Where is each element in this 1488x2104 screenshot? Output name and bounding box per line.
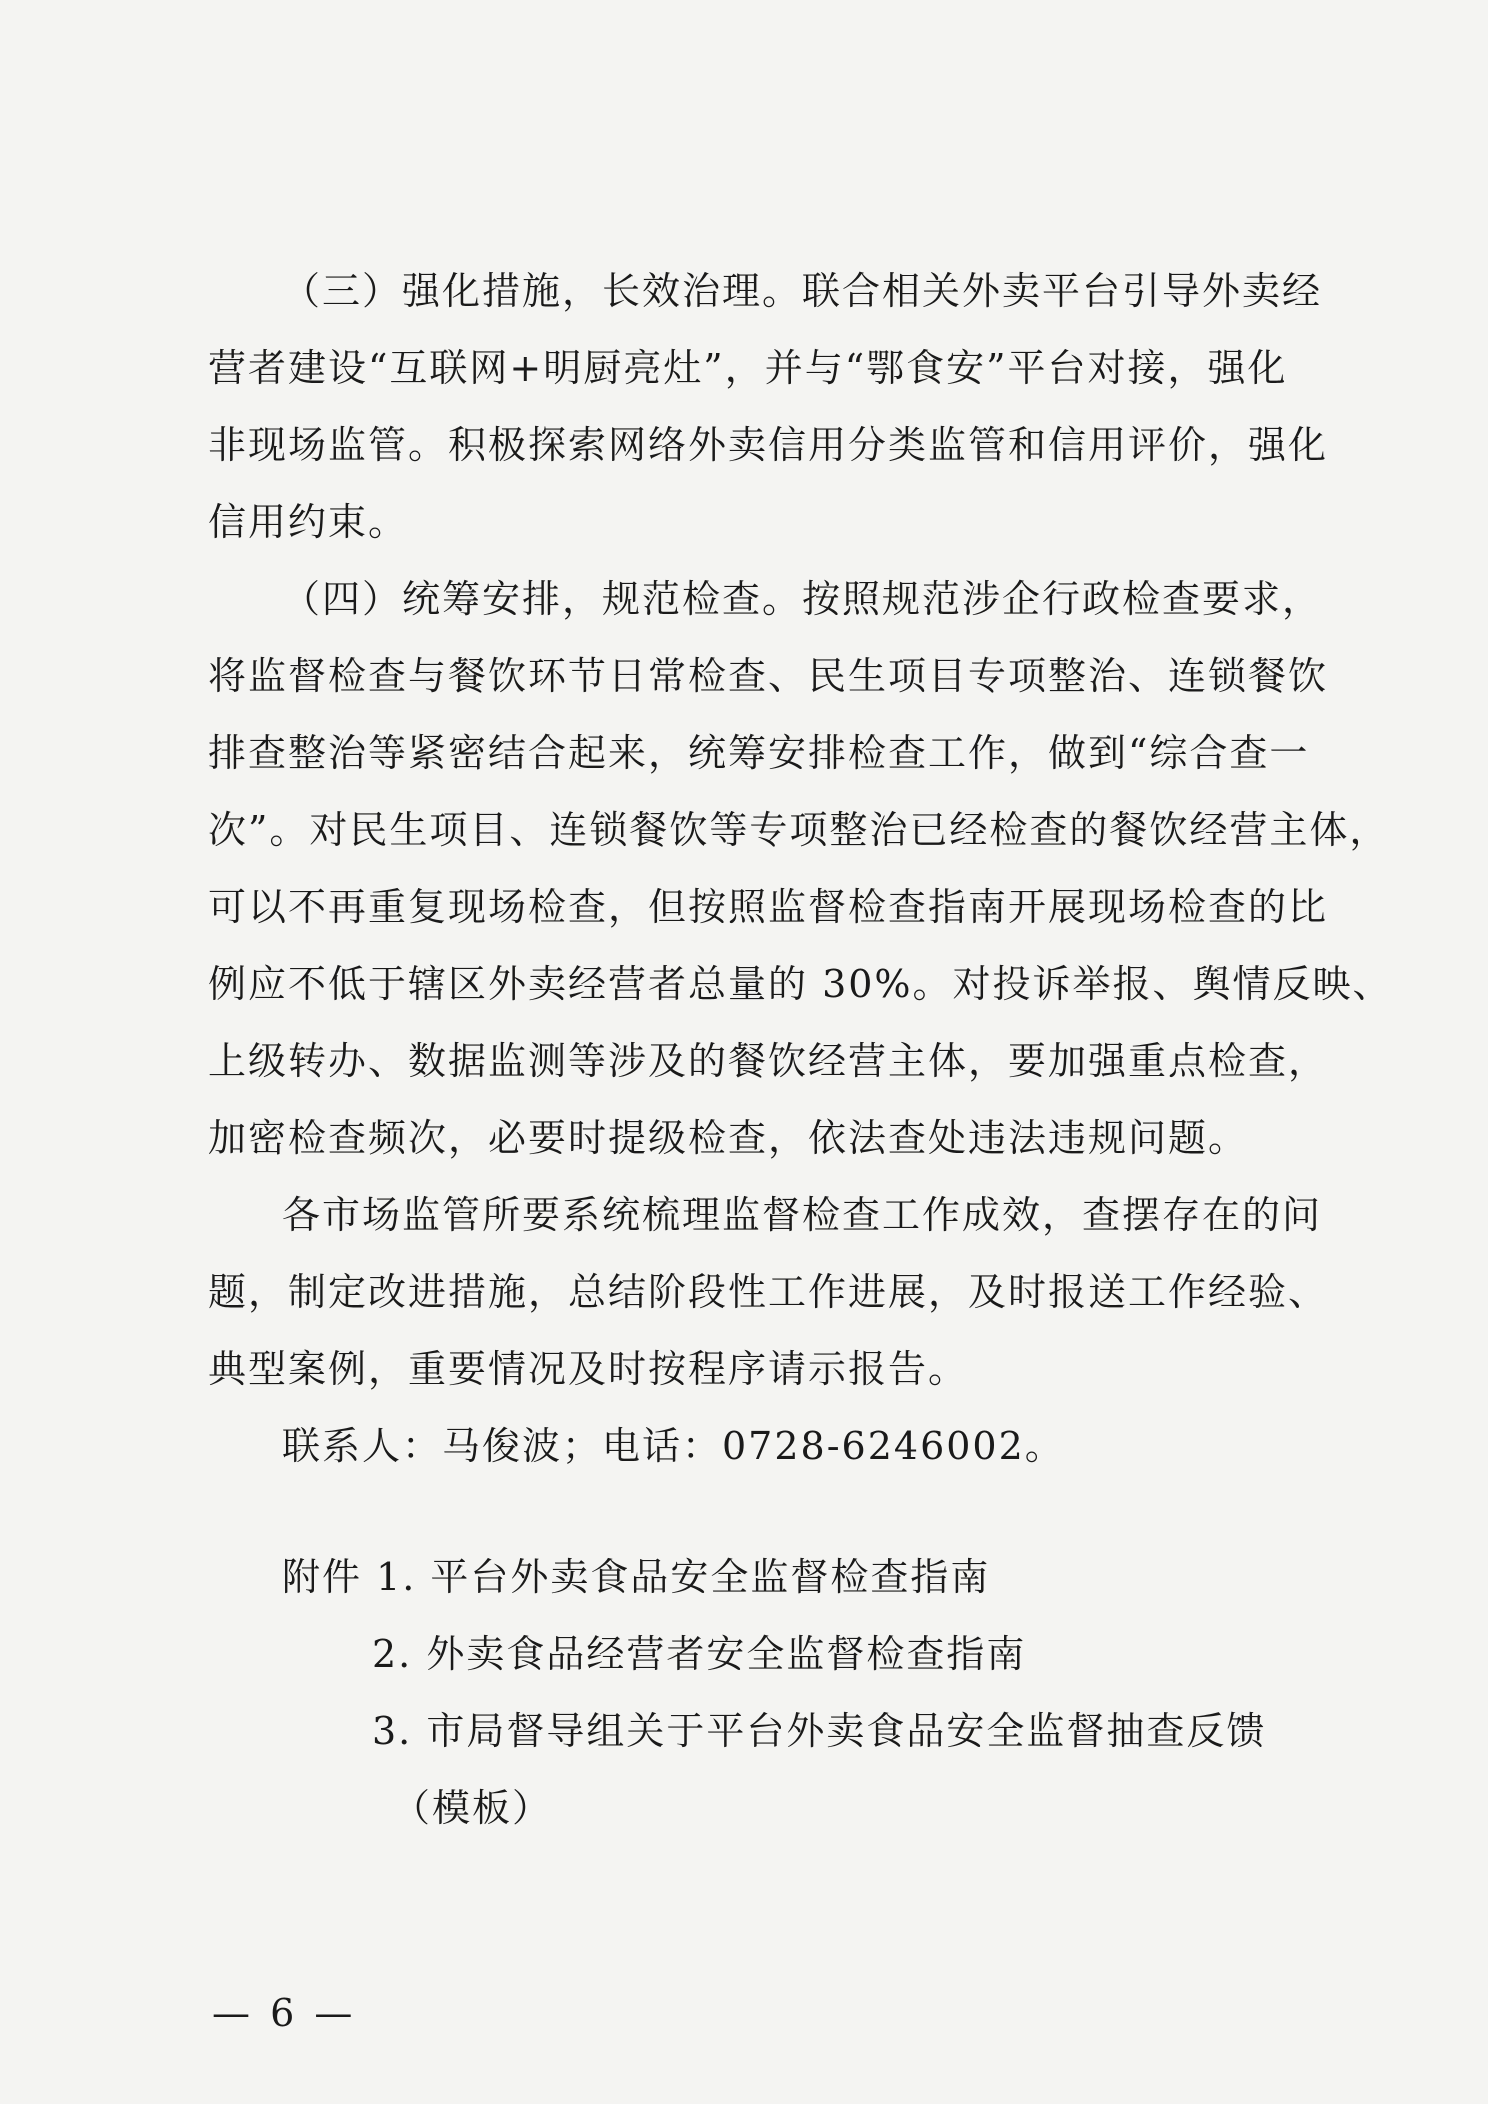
para4-line5: 可以不再重复现场检查，但按照监督检查指南开展现场检查的比: [208, 885, 1329, 929]
para4-line8: 加密检查频次，必要时提级检查，依法查处违法违规问题。: [208, 1116, 1249, 1160]
para3-line2: 营者建设“互联网+明厨亮灶”，并与“鄂食安”平台对接，强化: [208, 346, 1288, 390]
para3-line3: 非现场监管。积极探索网络外卖信用分类监管和信用评价，强化: [208, 423, 1329, 467]
para4-line7: 上级转办、数据监测等涉及的餐饮经营主体，要加强重点检查，: [208, 1039, 1329, 1083]
para3-line1: （三）强化措施，长效治理。联合相关外卖平台引导外卖经: [282, 269, 1323, 313]
para4-line2: 将监督检查与餐饮环节日常检查、民生项目专项整治、连锁餐饮: [208, 654, 1329, 698]
attachment-1: 附件 1. 平台外卖食品安全监督检查指南: [282, 1555, 991, 1599]
attachment-3-cont: （模板）: [392, 1786, 553, 1830]
attachment-3: 3. 市局督导组关于平台外卖食品安全监督抽查反馈: [372, 1709, 1267, 1753]
para5-line3: 典型案例，重要情况及时按程序请示报告。: [208, 1347, 969, 1391]
para4-line6: 例应不低于辖区外卖经营者总量的 30%。对投诉举报、舆情反映、: [208, 962, 1393, 1006]
para3-line4: 信用约束。: [208, 500, 409, 544]
para4-line1: （四）统筹安排，规范检查。按照规范涉企行政检查要求，: [282, 577, 1323, 621]
attachment-2: 2. 外卖食品经营者安全监督检查指南: [372, 1632, 1027, 1676]
para4-line4: 次”。对民生项目、连锁餐饮等专项整治已经检查的餐饮经营主体，: [208, 808, 1390, 852]
para5-line1: 各市场监管所要系统梳理监督检查工作成效，查摆存在的问: [282, 1193, 1323, 1237]
contact-line: 联系人：马俊波；电话：0728-6246002。: [282, 1424, 1065, 1468]
para5-line2: 题，制定改进措施，总结阶段性工作进展，及时报送工作经验、: [208, 1270, 1329, 1314]
page-number: — 6 —: [212, 1991, 357, 2035]
para4-line3: 排查整治等紧密结合起来，统筹安排检查工作，做到“综合查一: [208, 731, 1310, 775]
